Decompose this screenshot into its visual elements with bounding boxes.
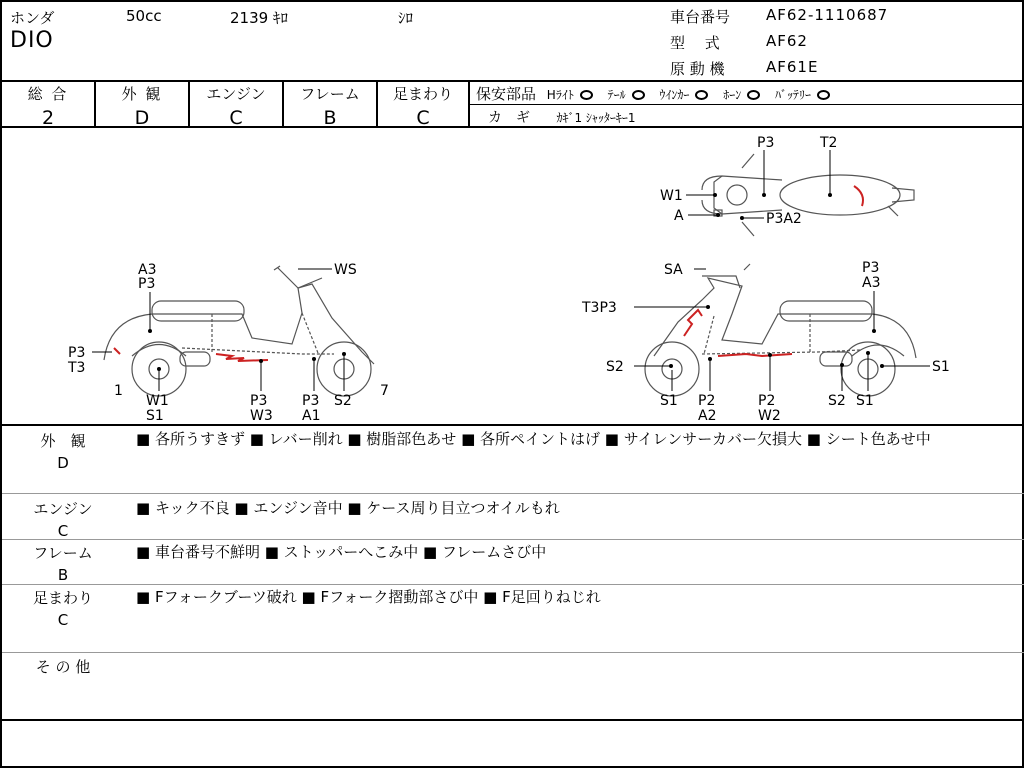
remark-frame: フレーム B ■ 車台番号不鮮明 ■ ストッパーへこみ中 ■ フレームさび中: [2, 540, 1024, 585]
label-a3: A3: [138, 262, 157, 278]
right-view-labels: [581, 260, 950, 424]
remark-suspension: 足まわり C ■ Fフォークブーツ破れ ■ Fフォーク摺動部さび中 ■ F足回りねじれ: [2, 585, 1024, 653]
label-p3: P3: [138, 276, 156, 292]
label-s2: S2: [334, 393, 352, 409]
label-a2: A2: [698, 408, 717, 424]
frame-no-label: 車台番号: [670, 8, 731, 26]
label-w1: W1: [146, 393, 169, 409]
label-w1: W1: [660, 188, 683, 204]
battery-ok-icon: [817, 90, 830, 100]
damage-mark: [854, 186, 863, 206]
engine-label: 原 動 機: [670, 60, 725, 78]
label-t3: T3: [68, 360, 86, 376]
label-s1: S1: [660, 393, 678, 409]
label-w2: W2: [758, 408, 781, 424]
label-s2: S2: [606, 359, 624, 375]
label-p3: P3: [862, 260, 880, 276]
winker-ok-icon: [695, 90, 708, 100]
label-1: 1: [114, 383, 123, 399]
label-p2: P2: [758, 393, 776, 409]
label-s1: S1: [856, 393, 874, 409]
label-a3: A3: [862, 275, 881, 291]
label-a: A: [674, 208, 684, 224]
label-s2: S2: [828, 393, 846, 409]
safety-title: 保安部品: [476, 85, 537, 103]
label-t3p3: T3P3: [582, 300, 617, 316]
displacement: 50cc: [126, 7, 162, 25]
label-s1: S1: [146, 408, 164, 424]
key-row: [470, 104, 1024, 128]
remark-appearance: 外 観 D ■ 各所うすきず ■ レバー削れ ■ 樹脂部色あせ ■ 各所ペイントはげ ■ サイレンサーカバー欠損大 ■ シート色あせ中: [2, 428, 1024, 494]
label-ws: WS: [334, 262, 357, 278]
label-7: 7: [380, 383, 389, 399]
horn-ok-icon: [747, 90, 760, 100]
grade-engine: エンジン C: [190, 82, 284, 128]
label-p3: P3: [757, 135, 775, 151]
left-view-labels: [67, 262, 389, 424]
key-value: ｶｷﾞ1 ｼｬｯﾀｰｷｰ1: [556, 111, 636, 125]
key-label: カ ギ: [488, 110, 530, 126]
grade-frame: フレーム B: [284, 82, 378, 128]
remark-text: ■ キック不良 ■ エンジン音中 ■ ケース周り目立つオイルもれ: [136, 499, 560, 517]
label-t2: T2: [820, 135, 838, 151]
label-p2: P2: [698, 393, 716, 409]
label-sa: SA: [664, 262, 683, 278]
remark-other: そ の 他: [2, 653, 1024, 721]
label-a1: A1: [302, 408, 321, 424]
frame-no: AF62-1110687: [766, 6, 889, 24]
remark-engine: エンジン C ■ キック不良 ■ エンジン音中 ■ ケース周り目立つオイルもれ: [2, 496, 1024, 540]
engine-value: AF61E: [766, 58, 819, 76]
remark-text: ■ Fフォークブーツ破れ ■ Fフォーク摺動部さび中 ■ F足回りねじれ: [136, 588, 601, 606]
maker: ホンダ: [10, 9, 55, 27]
damage-mark: [718, 354, 792, 356]
label-p3: P3: [68, 345, 86, 361]
top-view-scooter: [702, 154, 914, 236]
grade-appearance: 外 観 D: [96, 82, 190, 128]
label-p3: P3: [302, 393, 320, 409]
headlight-ok-icon: [580, 90, 593, 100]
label-s1: S1: [932, 359, 950, 375]
model-name: DIO: [10, 28, 54, 53]
label-p3: P3: [250, 393, 268, 409]
grade-table: [2, 80, 1024, 128]
remark-text: ■ 車台番号不鮮明 ■ ストッパーへこみ中 ■ フレームさび中: [136, 543, 547, 561]
grade-suspension: 足まわり C: [378, 82, 470, 128]
label-p3a2: P3A2: [766, 211, 802, 227]
remark-text: ■ 各所うすきず ■ レバー削れ ■ 樹脂部色あせ ■ 各所ペイントはげ ■ サイレンサーカバー欠損大 ■ シート色あせ中: [136, 430, 931, 448]
damage-mark: [114, 348, 120, 354]
tail-ok-icon: [632, 90, 645, 100]
type-label: 型 式: [670, 34, 720, 52]
type-value: AF62: [766, 32, 808, 50]
damage-diagram: [2, 128, 1024, 426]
label-w3: W3: [250, 408, 273, 424]
color: ｼﾛ: [398, 9, 414, 27]
safety-parts: 保安部品 Hﾗｲﾄ ﾃｰﾙ ｳｲﾝｶｰ ﾎｰﾝ ﾊﾞｯﾃﾘｰ カ ギ ｶｷﾞ1 ｼｬｯﾀｰｷｰ1: [470, 82, 1024, 128]
mileage: 2139 ｷﾛ: [230, 9, 288, 27]
top-view-labels: [660, 135, 837, 227]
grade-overall: 総 合 2: [2, 82, 96, 128]
